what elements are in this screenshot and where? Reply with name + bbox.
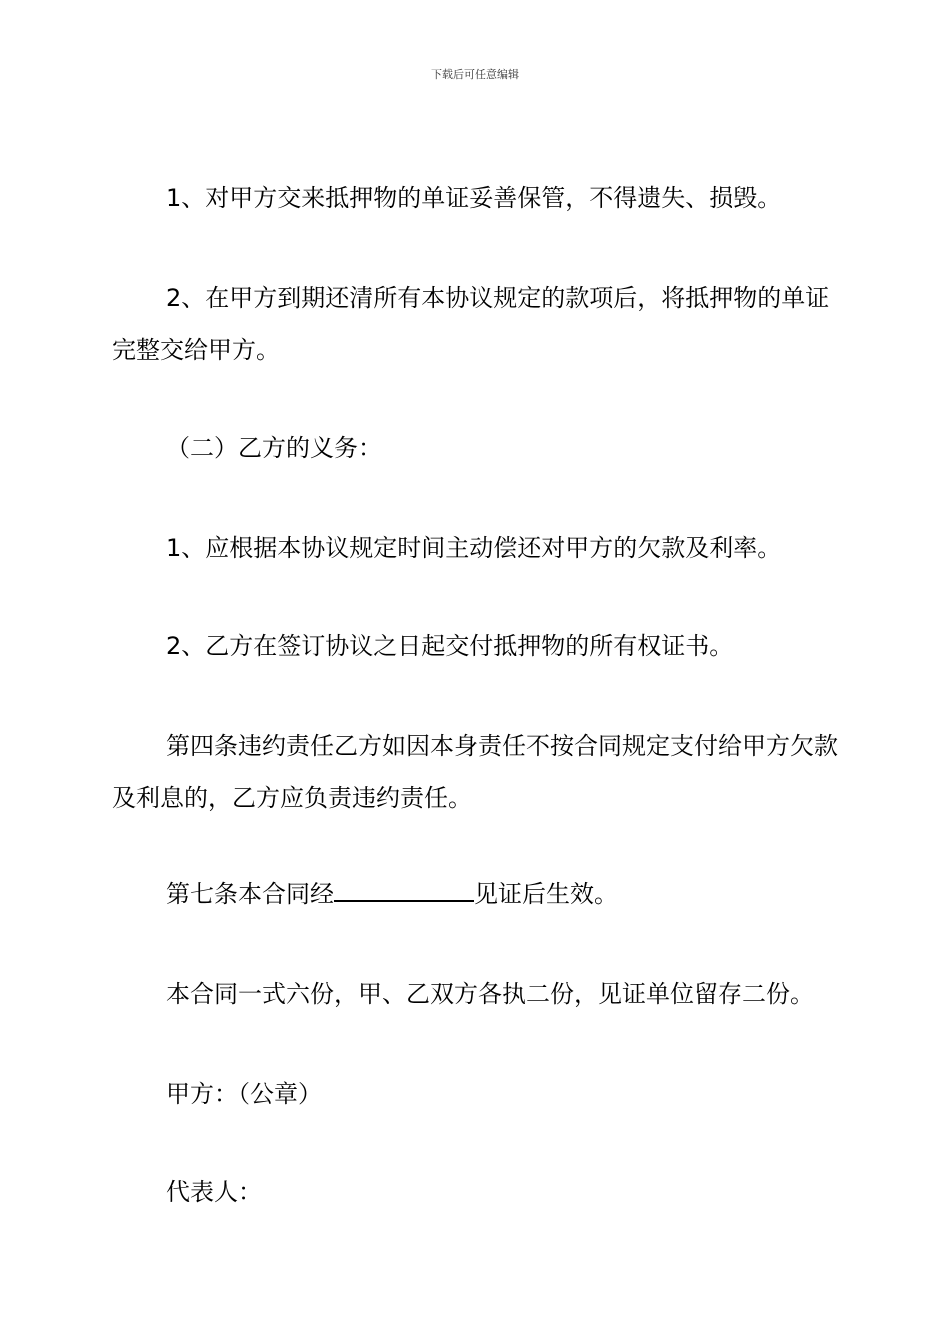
clause-paragraph: 第四条违约责任乙方如因本身责任不按合同规定支付给甲方欠款及利息的，乙方应负责违约责任。 — [112, 732, 838, 812]
clause-paragraph: 1、应根据本协议规定时间主动偿还对甲方的欠款及利率。 — [166, 534, 782, 562]
clause-paragraph: 2、乙方在签订协议之日起交付抵押物的所有权证书。 — [166, 632, 734, 660]
clause-text: 第七条本合同经 — [166, 880, 334, 908]
clause-paragraph: 2、在甲方到期还清所有本协议规定的款项后，将抵押物的单证完整交给甲方。 — [112, 284, 830, 364]
signature-line: 代表人： — [166, 1178, 262, 1206]
page-header: 下载后可任意编辑 — [431, 68, 519, 81]
signature-line: 甲方：（公章） — [166, 1080, 322, 1108]
clause-paragraph — [112, 868, 847, 920]
clause-paragraph: 1、对甲方交来抵押物的单证妥善保管，不得遗失、损毁。 — [166, 184, 782, 212]
clause-paragraph: 本合同一式六份，甲、乙双方各执二份，见证单位留存二份。 — [166, 980, 814, 1008]
blank-fill-line — [334, 878, 474, 902]
clause-text: 见证后生效。 — [474, 880, 618, 908]
section-heading: （二）乙方的义务： — [166, 434, 382, 462]
